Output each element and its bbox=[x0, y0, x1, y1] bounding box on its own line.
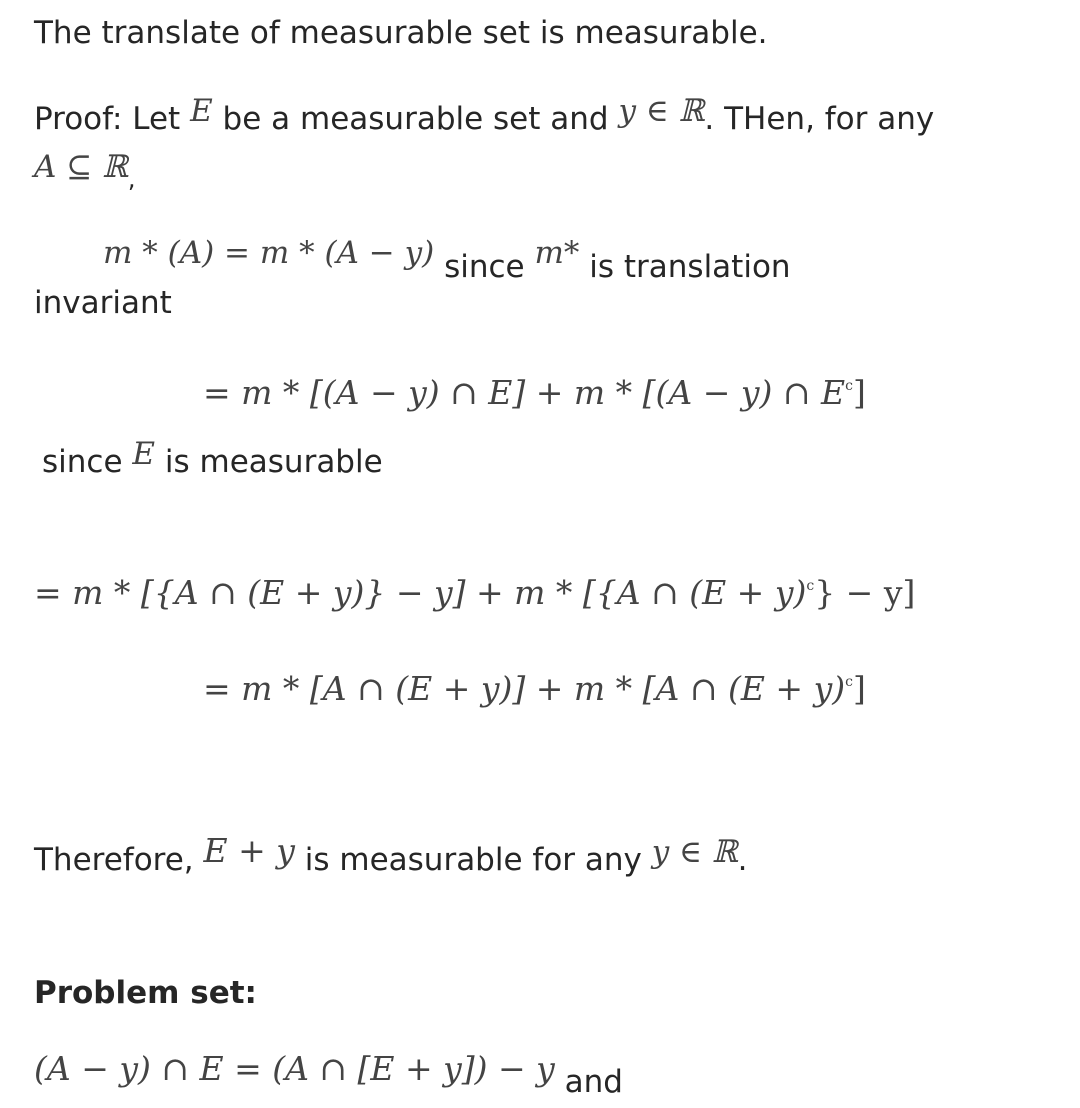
proof-text-3: . THen, for any bbox=[704, 101, 935, 137]
step2-line bbox=[203, 373, 866, 412]
subset-line bbox=[34, 149, 136, 193]
complement-superscript-3: c bbox=[845, 674, 853, 690]
complement-superscript: c bbox=[845, 378, 853, 394]
outer-measure-symbol: m* bbox=[534, 235, 580, 271]
title-line: The translate of measurable set is measurable. bbox=[34, 15, 768, 51]
a-subset-reals: A ⊆ ℝ bbox=[34, 149, 128, 185]
and-text: and bbox=[554, 1064, 623, 1100]
subset-comma: , bbox=[127, 165, 136, 193]
final-equation: = m * [A ∩ (E + y)] + m * [A ∩ (E + y) bbox=[203, 669, 846, 708]
rewrite-equation-end: } − y] bbox=[814, 573, 916, 612]
e-plus-y-symbol: E + y bbox=[203, 831, 295, 870]
caratheodory-split-equation: = m * [(A − y) ∩ E] + m * [(A − y) ∩ E bbox=[203, 373, 846, 412]
invariant-line: invariant bbox=[34, 285, 172, 321]
since-text: since bbox=[434, 249, 535, 285]
step4-line bbox=[203, 669, 866, 708]
problem-set-heading: Problem set: bbox=[34, 975, 257, 1011]
proof-text-2: be a measurable set and bbox=[212, 101, 619, 137]
set-e-symbol: E bbox=[190, 93, 213, 129]
step3-line bbox=[34, 573, 916, 612]
step1-line bbox=[103, 235, 791, 285]
translation-text: is translation bbox=[579, 249, 791, 285]
proof-intro-line bbox=[34, 93, 935, 137]
final-equation-end: ] bbox=[852, 669, 866, 708]
closing-bracket: ] bbox=[852, 373, 866, 412]
period: . bbox=[737, 842, 748, 878]
conclusion-line bbox=[34, 831, 748, 878]
y-in-reals: y ∈ ℝ bbox=[618, 93, 705, 129]
rewrite-equation: = m * [{A ∩ (E + y)} − y] + m * [{A ∩ (E + y) bbox=[34, 573, 807, 612]
since-text-2: since bbox=[42, 444, 133, 480]
therefore-text: Therefore, bbox=[34, 842, 204, 878]
proof-text-1: Proof: Let bbox=[34, 101, 191, 137]
step2-reason-line bbox=[42, 436, 383, 480]
problem-line bbox=[34, 1049, 623, 1100]
measurable-text: is measurable bbox=[155, 444, 383, 480]
set-e-symbol-2: E bbox=[132, 436, 156, 472]
measurable-for-any-text: is measurable for any bbox=[294, 842, 652, 878]
complement-superscript-2: c bbox=[806, 578, 815, 594]
problem-equation: (A − y) ∩ E = (A ∩ [E + y]) − y bbox=[34, 1049, 555, 1088]
y-in-reals-2: y ∈ ℝ bbox=[651, 834, 738, 870]
translation-equation: m * (A) = m * (A − y) bbox=[103, 235, 435, 271]
